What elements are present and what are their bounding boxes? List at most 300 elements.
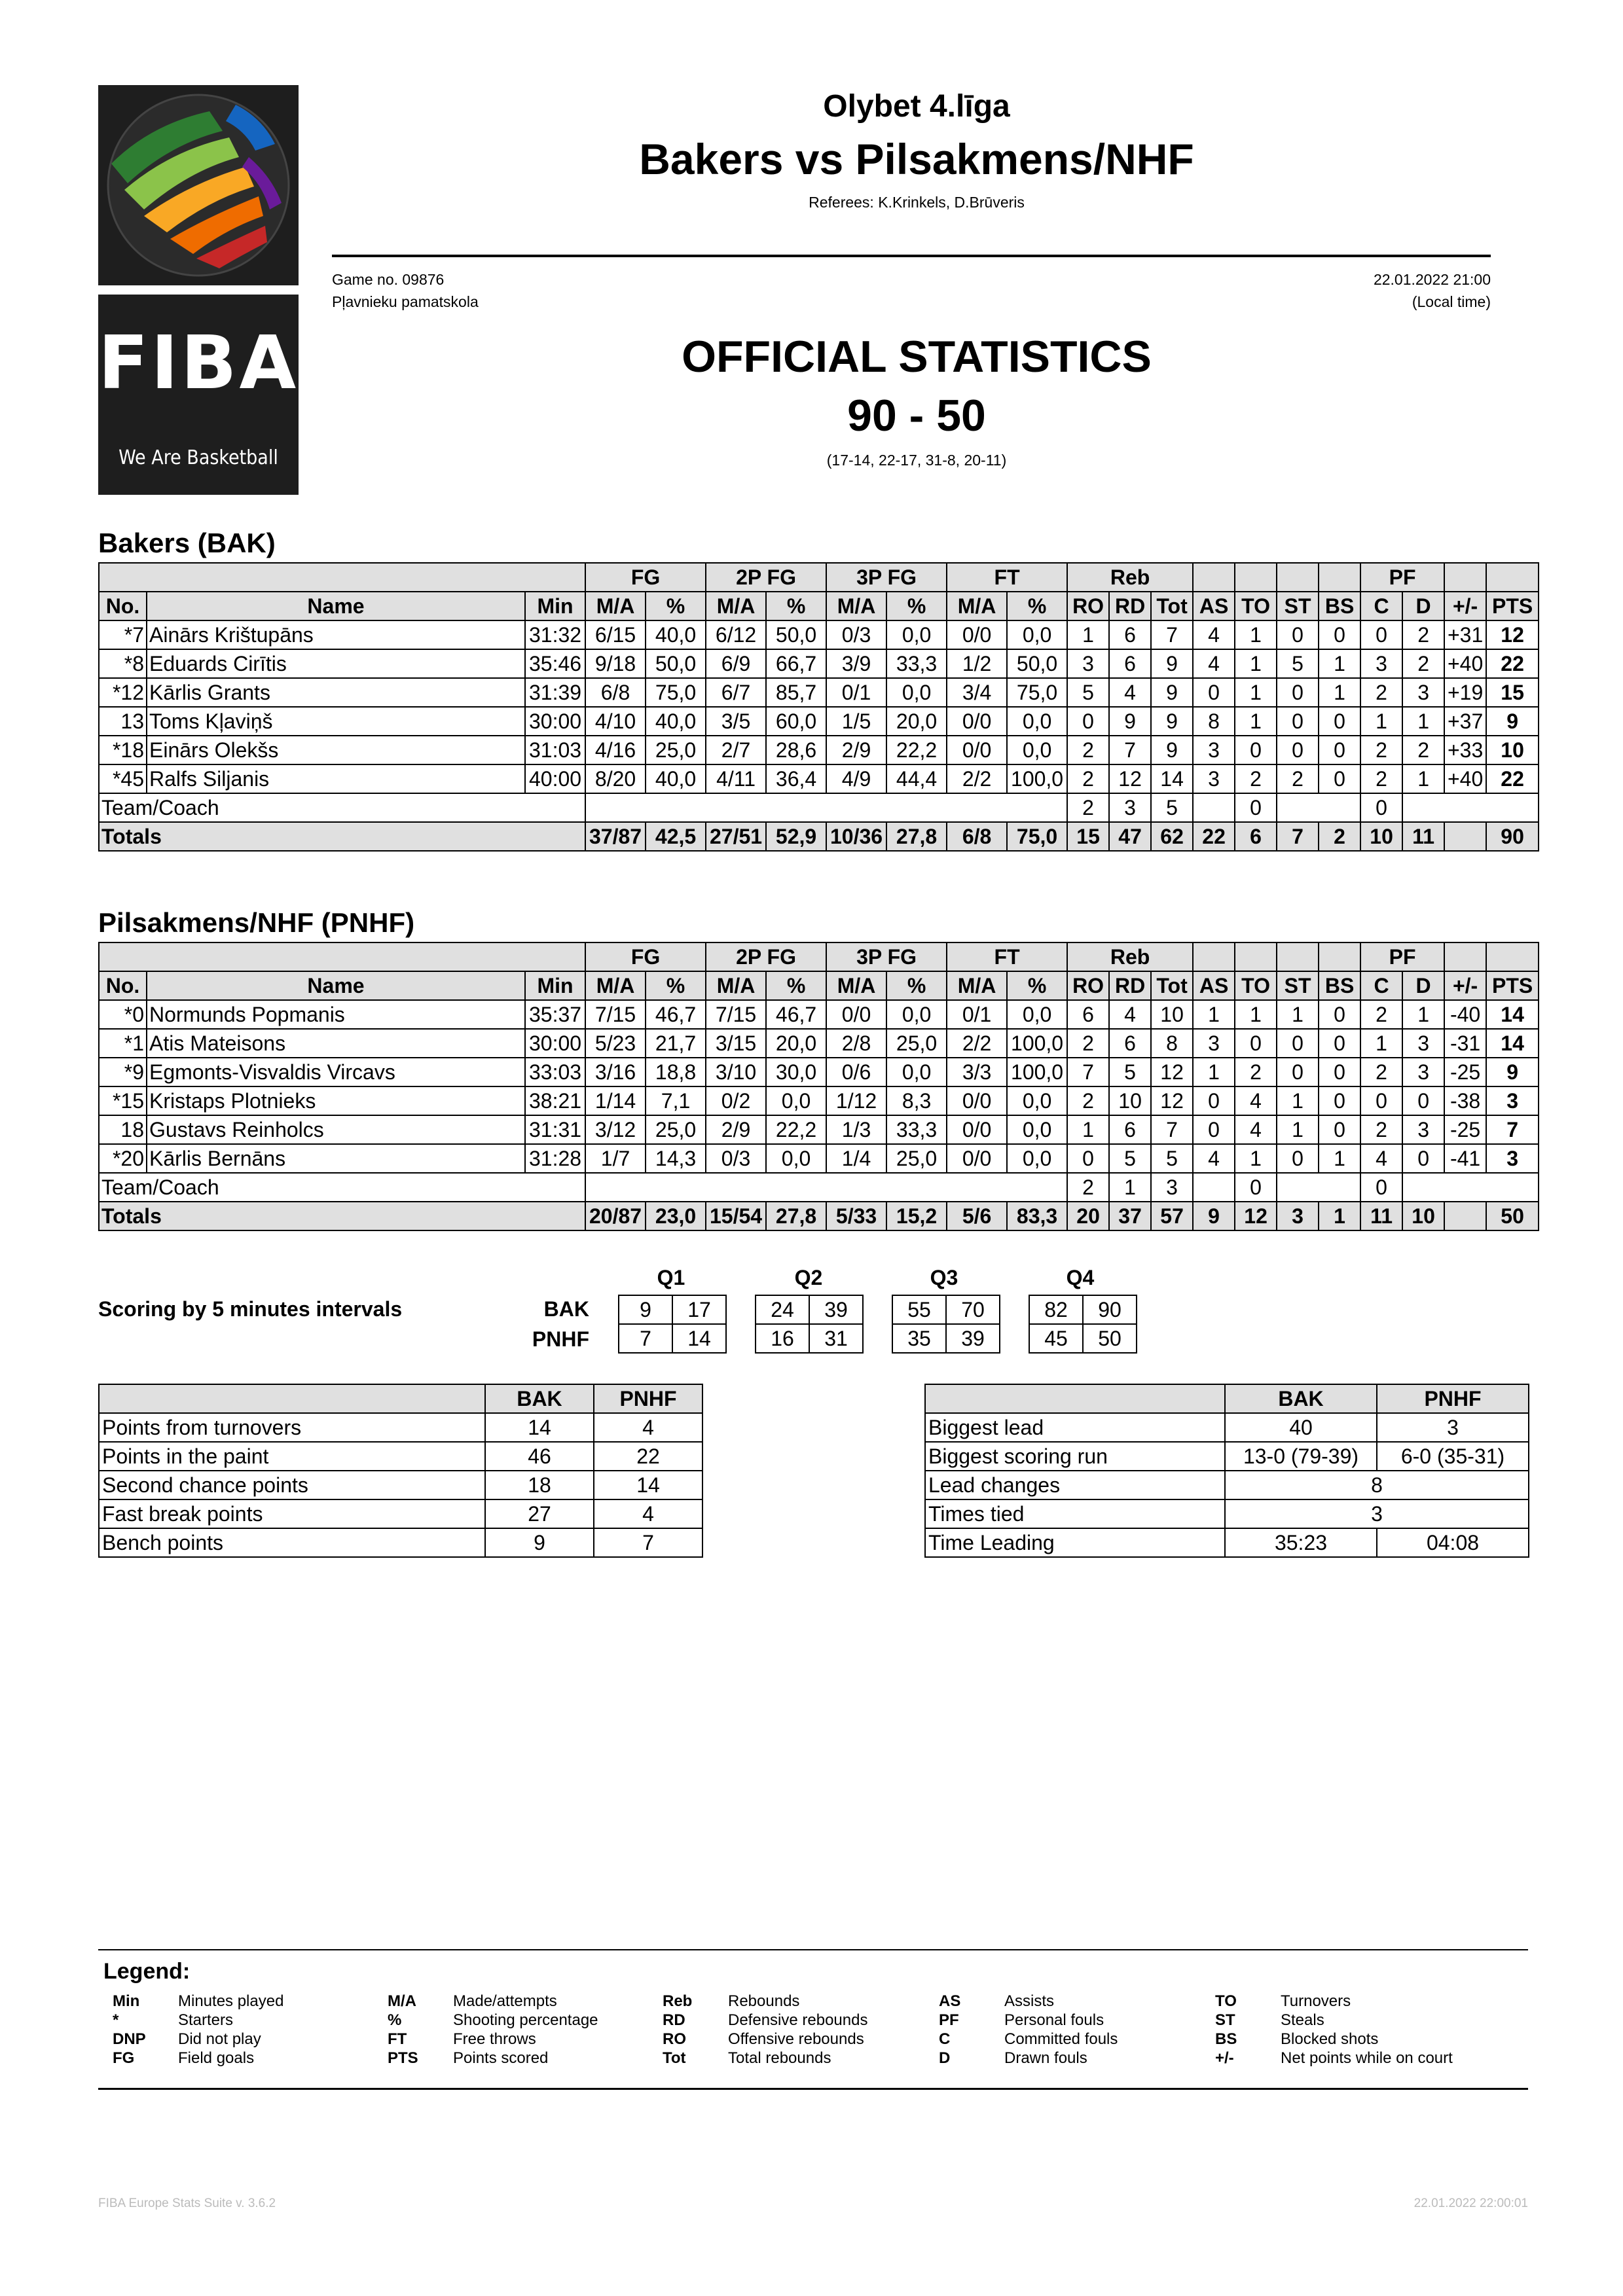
- col-2p-pct: 30,0: [766, 1058, 826, 1086]
- col-fg-ma: 6/8: [585, 678, 646, 707]
- totals-row: [99, 822, 1539, 851]
- col-name: Ainārs Krištupāns: [147, 620, 525, 649]
- col-ft-ma: 5/6: [947, 1202, 1007, 1230]
- empty-cell: [585, 793, 1067, 822]
- col-to: 2: [1235, 764, 1277, 793]
- col-plusminus-header: +/-: [1444, 971, 1486, 1000]
- col-pf-c: 2: [1360, 678, 1402, 707]
- col-3p-pct: 25,0: [886, 1029, 947, 1058]
- col-min: 40:00: [525, 764, 585, 793]
- col-ft-ma-header: M/A: [947, 592, 1007, 620]
- col-pts: 90: [1486, 822, 1539, 851]
- col-2p-pct: 66,7: [766, 649, 826, 678]
- col-bs: 1: [1319, 1202, 1360, 1230]
- legend-desc: Field goals: [178, 2049, 255, 2067]
- col-pf-c: 2: [1360, 1058, 1402, 1086]
- col-as: [1193, 1173, 1235, 1202]
- header-spacer: [1444, 942, 1486, 971]
- col-pf-d: 3: [1402, 1115, 1444, 1144]
- q2-intervals: [755, 1295, 864, 1354]
- col-2p-ma: 27/51: [706, 822, 766, 851]
- col-2p-pct-header: %: [766, 592, 826, 620]
- interval-cell: 45: [1029, 1324, 1083, 1353]
- stats-header: PNHF: [594, 1384, 702, 1413]
- totals-label: Totals: [99, 822, 585, 851]
- col-st-header: ST: [1277, 971, 1319, 1000]
- col-pf-d: 0: [1402, 1144, 1444, 1173]
- col-ft-pct: 75,0: [1007, 678, 1067, 707]
- stat-label: Points from turnovers: [99, 1413, 485, 1442]
- legend-abbr: D: [939, 2049, 951, 2067]
- stat-label: Biggest scoring run: [925, 1442, 1225, 1471]
- col-ft-ma: 0/0: [947, 1144, 1007, 1173]
- col-fg-pct: 40,0: [646, 764, 706, 793]
- col-to: 1: [1235, 649, 1277, 678]
- col-ro: 6: [1067, 1000, 1109, 1029]
- col-2p-ma: 6/12: [706, 620, 766, 649]
- interval-cell: 14: [672, 1324, 726, 1353]
- col-rd: 6: [1109, 1029, 1151, 1058]
- stats-row: [925, 1528, 1529, 1557]
- interval-cell: 90: [1083, 1295, 1137, 1324]
- software-version: FIBA Europe Stats Suite v. 3.6.2: [98, 2197, 276, 2210]
- col-pts: 15: [1486, 678, 1539, 707]
- legend-abbr: Min: [113, 1992, 140, 2010]
- col-2p-ma: 6/9: [706, 649, 766, 678]
- col-min-header: Min: [525, 971, 585, 1000]
- stats-header: [925, 1384, 1225, 1413]
- col-plusminus: [1444, 822, 1486, 851]
- col-fg-ma: 9/18: [585, 649, 646, 678]
- col-pts: 9: [1486, 707, 1539, 736]
- col-3p-ma: 1/3: [826, 1115, 886, 1144]
- col-ro: 7: [1067, 1058, 1109, 1086]
- stat-value-bak: 27: [485, 1499, 594, 1528]
- col-rd: 6: [1109, 649, 1151, 678]
- col-2p-ma: 3/15: [706, 1029, 766, 1058]
- legend-desc: Did not play: [178, 2030, 261, 2048]
- col-plusminus: [1444, 1202, 1486, 1230]
- col-fg-ma: 3/12: [585, 1115, 646, 1144]
- stats-row: [925, 1413, 1529, 1442]
- col-name: Kārlis Grants: [147, 678, 525, 707]
- col-ro: 2: [1067, 764, 1109, 793]
- col-ft-pct: 0,0: [1007, 1144, 1067, 1173]
- col-2p-pct-header: %: [766, 971, 826, 1000]
- col-as: 9: [1193, 1202, 1235, 1230]
- header-divider: [332, 255, 1491, 257]
- col-as: 4: [1193, 620, 1235, 649]
- col-to: 0: [1235, 1173, 1277, 1202]
- q1-intervals: [618, 1295, 727, 1354]
- player-row: [99, 1000, 1539, 1029]
- col-name: Kristaps Plotnieks: [147, 1086, 525, 1115]
- col-to-header: TO: [1235, 592, 1277, 620]
- team-points-table: [98, 1384, 703, 1558]
- stat-value-pnhf: 7: [594, 1528, 702, 1557]
- col-3p-pct: 8,3: [886, 1086, 947, 1115]
- col-min-header: Min: [525, 592, 585, 620]
- col-pf-d: 1: [1402, 707, 1444, 736]
- col-pf-c: 4: [1360, 1144, 1402, 1173]
- legend-abbr: RD: [663, 2011, 685, 2029]
- col-no: 18: [99, 1115, 147, 1144]
- col-3p-ma: 0/6: [826, 1058, 886, 1086]
- col-ft-pct: 0,0: [1007, 1000, 1067, 1029]
- col-as: 3: [1193, 764, 1235, 793]
- col-ft-ma-header: M/A: [947, 971, 1007, 1000]
- header-spacer: [1444, 563, 1486, 592]
- col-pf-d-header: D: [1402, 971, 1444, 1000]
- player-row: [99, 620, 1539, 649]
- col-as: 0: [1193, 1086, 1235, 1115]
- stat-value-bak: 35:23: [1225, 1528, 1377, 1557]
- interval-cell: 35: [892, 1324, 946, 1353]
- group-header-2p: 2P FG: [706, 942, 826, 971]
- col-3p-ma-header: M/A: [826, 971, 886, 1000]
- col-pf-d: 1: [1402, 764, 1444, 793]
- col-ro: 15: [1067, 822, 1109, 851]
- stat-value-bak: 14: [485, 1413, 594, 1442]
- player-row: [99, 649, 1539, 678]
- col-rd: 5: [1109, 1144, 1151, 1173]
- col-3p-ma: 0/0: [826, 1000, 886, 1029]
- quarter-header: Q4: [1066, 1266, 1095, 1289]
- quarter-header: Q1: [657, 1266, 685, 1289]
- col-fg-ma: 7/15: [585, 1000, 646, 1029]
- col-to: 4: [1235, 1115, 1277, 1144]
- col-name: Toms Kļaviņš: [147, 707, 525, 736]
- col-tot-header: Tot: [1151, 592, 1193, 620]
- col-plusminus: -40: [1444, 1000, 1486, 1029]
- col-plusminus: +37: [1444, 707, 1486, 736]
- player-row: [99, 1144, 1539, 1173]
- col-3p-pct: 20,0: [886, 707, 947, 736]
- col-name: Atis Mateisons: [147, 1029, 525, 1058]
- col-fg-pct: 21,7: [646, 1029, 706, 1058]
- legend-desc: Defensive rebounds: [728, 2011, 868, 2029]
- col-to: 1: [1235, 678, 1277, 707]
- stat-value-bak: 13-0 (79-39): [1225, 1442, 1377, 1471]
- col-2p-pct: 36,4: [766, 764, 826, 793]
- col-pf-c: 11: [1360, 1202, 1402, 1230]
- col-3p-ma: 2/8: [826, 1029, 886, 1058]
- col-plusminus: +33: [1444, 736, 1486, 764]
- col-2p-ma: 3/10: [706, 1058, 766, 1086]
- col-2p-ma: 4/11: [706, 764, 766, 793]
- legend-abbr: +/-: [1215, 2049, 1234, 2067]
- col-2p-pct: 20,0: [766, 1029, 826, 1058]
- col-tot: 9: [1151, 649, 1193, 678]
- col-rd: 1: [1109, 1173, 1151, 1202]
- col-3p-pct: 44,4: [886, 764, 947, 793]
- player-row: [99, 1086, 1539, 1115]
- col-pts: 14: [1486, 1000, 1539, 1029]
- col-ft-pct-header: %: [1007, 592, 1067, 620]
- col-3p-pct-header: %: [886, 592, 947, 620]
- col-pts: 7: [1486, 1115, 1539, 1144]
- col-tot: 14: [1151, 764, 1193, 793]
- col-ro: 3: [1067, 649, 1109, 678]
- col-fg-pct: 14,3: [646, 1144, 706, 1173]
- stats-header: BAK: [485, 1384, 594, 1413]
- col-to: 4: [1235, 1086, 1277, 1115]
- stat-label: Second chance points: [99, 1471, 485, 1499]
- stat-value-bak: 40: [1225, 1413, 1377, 1442]
- col-fg-ma: 37/87: [585, 822, 646, 851]
- interval-cell: 16: [756, 1324, 809, 1353]
- col-plusminus: -25: [1444, 1058, 1486, 1086]
- stats-row: [925, 1471, 1529, 1499]
- col-ft-ma: 2/2: [947, 1029, 1007, 1058]
- col-bs: 0: [1319, 1000, 1360, 1029]
- legend-abbr: M/A: [388, 1992, 416, 2010]
- col-fg-pct: 40,0: [646, 707, 706, 736]
- header-spacer: [1193, 563, 1235, 592]
- box-score-table: [98, 562, 1539, 852]
- col-2p-ma: 2/9: [706, 1115, 766, 1144]
- legend-abbr: RO: [663, 2030, 686, 2048]
- team-title: Pilsakmens/NHF (PNHF): [98, 907, 415, 938]
- interval-cell: 50: [1083, 1324, 1137, 1353]
- col-fg-ma: 6/15: [585, 620, 646, 649]
- col-2p-pct: 52,9: [766, 822, 826, 851]
- col-ft-pct: 100,0: [1007, 764, 1067, 793]
- col-to-header: TO: [1235, 971, 1277, 1000]
- stat-value-pnhf: 4: [594, 1499, 702, 1528]
- col-no: *20: [99, 1144, 147, 1173]
- col-tot: 62: [1151, 822, 1193, 851]
- col-3p-ma: 3/9: [826, 649, 886, 678]
- col-min: 31:32: [525, 620, 585, 649]
- col-to: 0: [1235, 736, 1277, 764]
- header-spacer: [1193, 942, 1235, 971]
- legend-divider-bottom: [98, 2088, 1528, 2090]
- col-pf-c-header: C: [1360, 592, 1402, 620]
- totals-row: [99, 1202, 1539, 1230]
- stats-header: [99, 1384, 485, 1413]
- col-pf-c: 3: [1360, 649, 1402, 678]
- col-to: 1: [1235, 707, 1277, 736]
- stats-row: [925, 1499, 1529, 1528]
- col-st: 0: [1277, 1144, 1319, 1173]
- col-plusminus: +40: [1444, 764, 1486, 793]
- group-header-ft: FT: [947, 563, 1067, 592]
- col-to: 0: [1235, 1029, 1277, 1058]
- col-tot: 12: [1151, 1058, 1193, 1086]
- period-scores: (17-14, 22-17, 31-8, 20-11): [826, 452, 1007, 469]
- col-ft-pct: 100,0: [1007, 1058, 1067, 1086]
- col-2p-ma: 3/5: [706, 707, 766, 736]
- interval-cell: 39: [946, 1324, 1000, 1353]
- col-st: 0: [1277, 707, 1319, 736]
- col-fg-pct: 50,0: [646, 649, 706, 678]
- stats-header: PNHF: [1377, 1384, 1529, 1413]
- group-header-pf: PF: [1360, 563, 1444, 592]
- col-2p-pct: 28,6: [766, 736, 826, 764]
- col-bs-header: BS: [1319, 592, 1360, 620]
- col-plusminus-header: +/-: [1444, 592, 1486, 620]
- col-ro: 1: [1067, 620, 1109, 649]
- col-ro: 2: [1067, 736, 1109, 764]
- q4-intervals: [1029, 1295, 1137, 1354]
- col-pts: 10: [1486, 736, 1539, 764]
- col-fg-ma: 4/10: [585, 707, 646, 736]
- col-ft-ma: 6/8: [947, 822, 1007, 851]
- col-pts: 22: [1486, 649, 1539, 678]
- q3-intervals: [892, 1295, 1000, 1354]
- col-st: 0: [1277, 1029, 1319, 1058]
- col-fg-ma: 1/14: [585, 1086, 646, 1115]
- col-rd: 4: [1109, 678, 1151, 707]
- col-pts-header: PTS: [1486, 592, 1539, 620]
- col-name: Ralfs Siljanis: [147, 764, 525, 793]
- group-header-ft: FT: [947, 942, 1067, 971]
- stat-label: Lead changes: [925, 1471, 1225, 1499]
- col-rd: 10: [1109, 1086, 1151, 1115]
- col-rd: 47: [1109, 822, 1151, 851]
- stats-row: [99, 1442, 702, 1471]
- stats-row: [99, 1471, 702, 1499]
- stat-label: Time Leading: [925, 1528, 1225, 1557]
- col-fg-ma: 3/16: [585, 1058, 646, 1086]
- fiba-ball-logo: [98, 85, 299, 285]
- col-bs: 0: [1319, 707, 1360, 736]
- legend-desc: Offensive rebounds: [728, 2030, 864, 2048]
- interval-title: Scoring by 5 minutes intervals: [98, 1297, 403, 1321]
- col-rd-header: RD: [1109, 971, 1151, 1000]
- player-row: [99, 1115, 1539, 1144]
- stats-row: [99, 1413, 702, 1442]
- col-name: Einārs Olekšs: [147, 736, 525, 764]
- col-tot: 3: [1151, 1173, 1193, 1202]
- col-ft-pct: 50,0: [1007, 649, 1067, 678]
- col-2p-ma-header: M/A: [706, 971, 766, 1000]
- player-row: [99, 707, 1539, 736]
- col-no: *12: [99, 678, 147, 707]
- legend-desc: Blocked shots: [1281, 2030, 1379, 2048]
- fiba-tagline: We Are Basketball: [119, 446, 278, 469]
- col-tot: 5: [1151, 1144, 1193, 1173]
- col-rd-header: RD: [1109, 592, 1151, 620]
- col-pts-header: PTS: [1486, 971, 1539, 1000]
- col-no: *18: [99, 736, 147, 764]
- col-fg-pct-header: %: [646, 592, 706, 620]
- col-2p-pct: 0,0: [766, 1086, 826, 1115]
- col-ft-pct: 75,0: [1007, 822, 1067, 851]
- stat-value-bak: 9: [485, 1528, 594, 1557]
- stat-value-bak: 46: [485, 1442, 594, 1471]
- col-pf-c: 0: [1360, 1086, 1402, 1115]
- col-ro: 0: [1067, 1144, 1109, 1173]
- col-2p-pct: 60,0: [766, 707, 826, 736]
- group-header-reb: Reb: [1067, 563, 1193, 592]
- col-min: 33:03: [525, 1058, 585, 1086]
- col-bs: 1: [1319, 678, 1360, 707]
- legend-abbr: *: [113, 2011, 119, 2029]
- col-2p-pct: 85,7: [766, 678, 826, 707]
- col-as: 22: [1193, 822, 1235, 851]
- col-as: 8: [1193, 707, 1235, 736]
- col-2p-ma: 2/7: [706, 736, 766, 764]
- col-as: 1: [1193, 1000, 1235, 1029]
- col-3p-ma: 10/36: [826, 822, 886, 851]
- col-ro-header: RO: [1067, 971, 1109, 1000]
- col-rd: 12: [1109, 764, 1151, 793]
- col-pts: 9: [1486, 1058, 1539, 1086]
- col-st: 0: [1277, 620, 1319, 649]
- col-as: 1: [1193, 1058, 1235, 1086]
- col-2p-ma: 6/7: [706, 678, 766, 707]
- header-spacer: [1319, 563, 1360, 592]
- col-as: 0: [1193, 1115, 1235, 1144]
- group-header-3p: 3P FG: [826, 942, 947, 971]
- totals-label: Totals: [99, 1202, 585, 1230]
- stat-label: Times tied: [925, 1499, 1225, 1528]
- col-tot-header: Tot: [1151, 971, 1193, 1000]
- header-spacer: [99, 942, 585, 971]
- box-score-table: [98, 942, 1539, 1231]
- empty-cell: [585, 1173, 1067, 1202]
- col-3p-pct: 27,8: [886, 822, 947, 851]
- col-3p-ma: 0/3: [826, 620, 886, 649]
- legend-desc: Made/attempts: [453, 1992, 557, 2010]
- col-min: 31:28: [525, 1144, 585, 1173]
- stat-value-pnhf: 3: [1377, 1413, 1529, 1442]
- legend-abbr: PF: [939, 2011, 959, 2029]
- legend-desc: Shooting percentage: [453, 2011, 598, 2029]
- col-3p-ma: 1/12: [826, 1086, 886, 1115]
- col-ft-pct: 0,0: [1007, 1115, 1067, 1144]
- col-2p-pct: 0,0: [766, 1144, 826, 1173]
- col-min: 30:00: [525, 1029, 585, 1058]
- interval-cell: 24: [756, 1295, 809, 1324]
- col-bs: 0: [1319, 1115, 1360, 1144]
- col-no: 13: [99, 707, 147, 736]
- col-min: 35:46: [525, 649, 585, 678]
- col-pf-d: 2: [1402, 736, 1444, 764]
- col-plusminus: -38: [1444, 1086, 1486, 1115]
- legend-abbr: TO: [1215, 1992, 1237, 2010]
- col-2p-ma-header: M/A: [706, 592, 766, 620]
- col-pts: 22: [1486, 764, 1539, 793]
- col-2p-pct: 46,7: [766, 1000, 826, 1029]
- col-plusminus: -41: [1444, 1144, 1486, 1173]
- col-as-header: AS: [1193, 592, 1235, 620]
- col-rd: 4: [1109, 1000, 1151, 1029]
- group-header-fg: FG: [585, 942, 706, 971]
- legend-abbr: FT: [388, 2030, 407, 2048]
- interval-team-label: BAK: [543, 1297, 589, 1321]
- col-2p-ma: 7/15: [706, 1000, 766, 1029]
- col-tot: 7: [1151, 620, 1193, 649]
- col-bs: 0: [1319, 736, 1360, 764]
- col-as: 4: [1193, 649, 1235, 678]
- col-3p-pct: 0,0: [886, 620, 947, 649]
- stat-label: Bench points: [99, 1528, 485, 1557]
- col-fg-ma: 8/20: [585, 764, 646, 793]
- legend-desc: Rebounds: [728, 1992, 800, 2010]
- player-row: [99, 1029, 1539, 1058]
- interval-cell: 82: [1029, 1295, 1083, 1324]
- col-st: 0: [1277, 736, 1319, 764]
- header-spacer: [99, 563, 585, 592]
- legend-divider-top: [98, 1949, 1528, 1950]
- interval-cell: 31: [809, 1324, 863, 1353]
- print-timestamp: 22.01.2022 22:00:01: [1413, 2197, 1528, 2210]
- legend-desc: Personal fouls: [1004, 2011, 1104, 2029]
- col-rd: 7: [1109, 736, 1151, 764]
